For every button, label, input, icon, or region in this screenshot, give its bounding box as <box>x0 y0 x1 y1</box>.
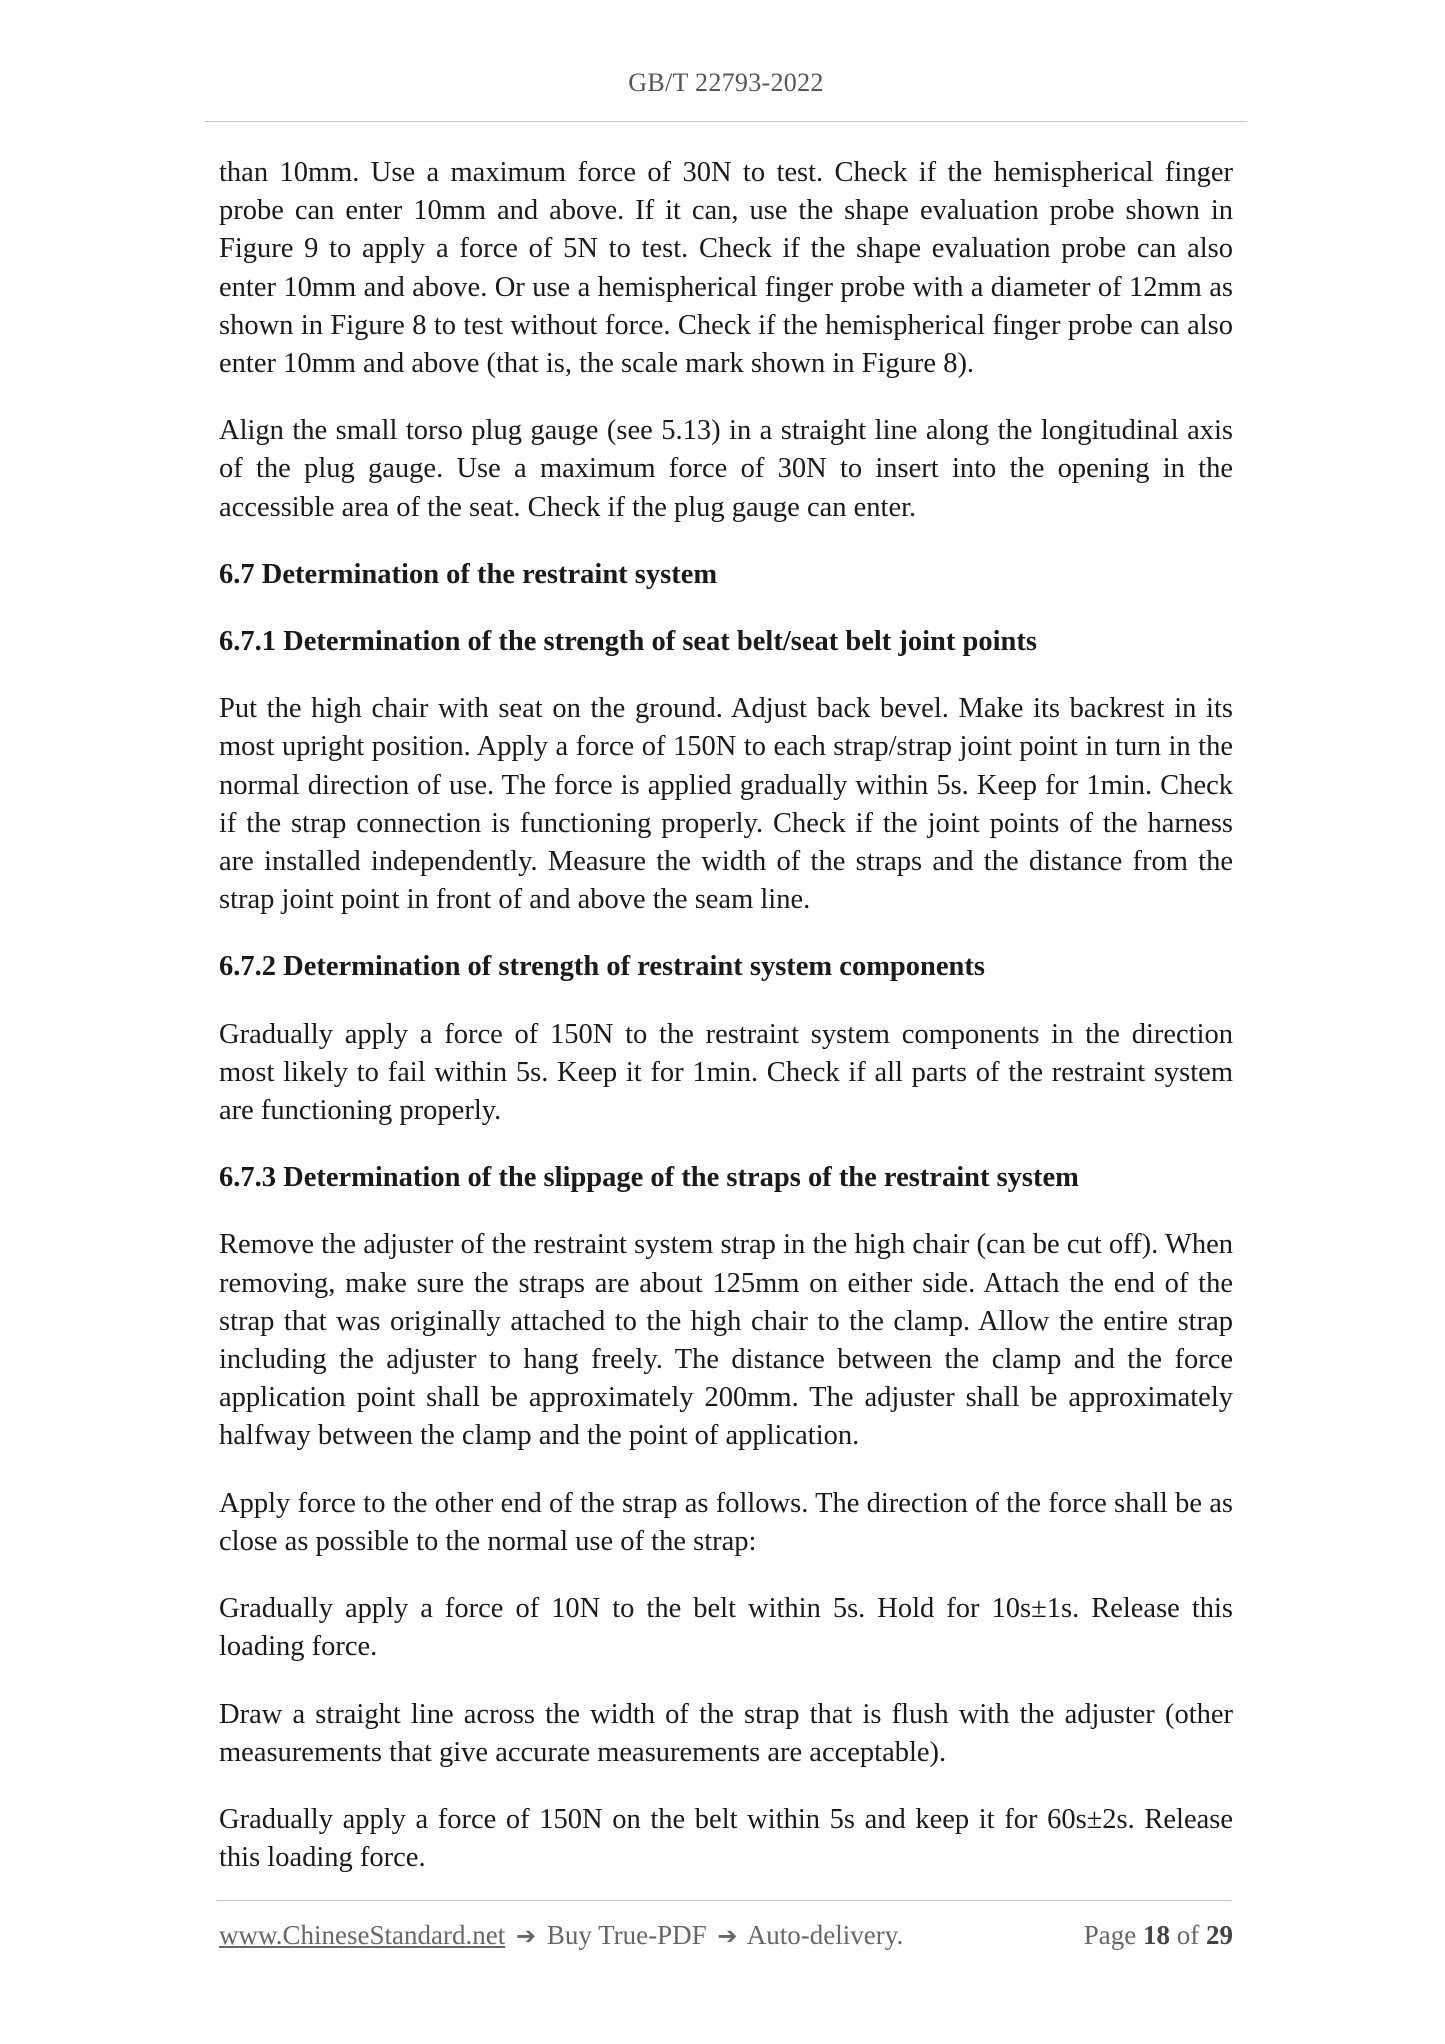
footer-divider <box>217 1900 1231 1901</box>
website-link[interactable]: www.ChineseStandard.net <box>219 1920 506 1950</box>
section-heading-6-7-3: 6.7.3 Determination of the slippage of the straps of the restraint system <box>219 1162 1079 1194</box>
section-heading-6-7-1: 6.7.1 Determination of the strength of seat belt/seat belt joint points <box>219 626 1037 658</box>
paragraph: Draw a straight line across the width of the strap that is flush with the adjuster (other measurements that give accurate measurements are acceptable). <box>219 1698 1233 1768</box>
paragraph: Gradually apply a force of 10N to the belt within 5s. Hold for 10s±1s. Release this loading force. <box>219 1593 1233 1663</box>
buy-true-pdf-text: Buy True-PDF <box>546 1920 707 1950</box>
section-heading-6-7-2: 6.7.2 Determination of strength of restraint system components <box>219 951 985 983</box>
section-heading-6-7: 6.7 Determination of the restraint system <box>219 558 718 590</box>
footer-promo <box>219 1920 903 1951</box>
paragraph: Align the small torso plug gauge (see 5.13) in a straight line along the longitudinal axis of the plug gauge. Use a maximum force of 30N to insert into the opening in the accessible area of the seat. Check if the plug gauge can enter. <box>219 415 1233 523</box>
total-pages: 29 <box>1206 1920 1233 1950</box>
page-footer <box>219 1920 1233 1954</box>
page-label: Page <box>1083 1920 1137 1950</box>
paragraph: Apply force to the other end of the strap as follows. The direction of the force shall be as close as possible to the normal use of the strap: <box>219 1487 1233 1557</box>
current-page: 18 <box>1143 1920 1170 1950</box>
paragraph: than 10mm. Use a maximum force of 30N to test. Check if the hemispherical finger probe can enter 10mm and above. If it can, use the shape evaluation probe shown in Figure 9 to apply a force of 5N to test. Check if the shape evaluation probe can also enter 10mm and above. Or use a hemispherical finger probe with a diameter of 12mm as shown in Figure 8 to test without force. Check if the hemispherical finger probe can also enter 10mm and above (that is, the scale mark shown in Figure 8). <box>219 157 1233 380</box>
page-header: GB/T 22793-2022 <box>628 68 824 97</box>
paragraph: Gradually apply a force of 150N on the belt within 5s and keep it for 60s±2s. Release this loading force. <box>219 1803 1233 1874</box>
right-arrow-icon: ➔ <box>515 1922 537 1950</box>
document-body <box>219 154 1233 1906</box>
header-divider <box>205 121 1247 122</box>
page-number <box>1084 1920 1233 1951</box>
auto-delivery-text: Auto-delivery. <box>746 1920 904 1950</box>
paragraph: Gradually apply a force of 150N to the restraint system components in the direction most likely to fail within 5s. Keep it for 1min. Check if all parts of the restraint system are functioning properly. <box>219 1018 1233 1127</box>
of-label: of <box>1176 1920 1200 1950</box>
right-arrow-icon: ➔ <box>717 1922 738 1950</box>
paragraph: Remove the adjuster of the restraint system strap in the high chair (can be cut off). When removing, make sure the straps are about 125mm on either side. Attach the end of the strap that was originally attached to the high chair to the clamp. Allow the entire strap including the adjuster to hang freely. The distance between the clamp and the force application point shall be approximately 200mm. The adjuster shall be approximately halfway between the clamp and the point of application. <box>219 1229 1233 1452</box>
paragraph: Put the high chair with seat on the ground. Adjust back bevel. Make its backrest in its most upright position. Apply a force of 150N to each strap/strap joint point in turn in the normal direction of use. The force is applied gradually within 5s. Keep for 1min. Check if the strap connection is functioning properly. Check if the joint points of the harness are installed independently. Measure the width of the straps and the distance from the strap joint point in front of and above the seam line. <box>219 693 1233 916</box>
